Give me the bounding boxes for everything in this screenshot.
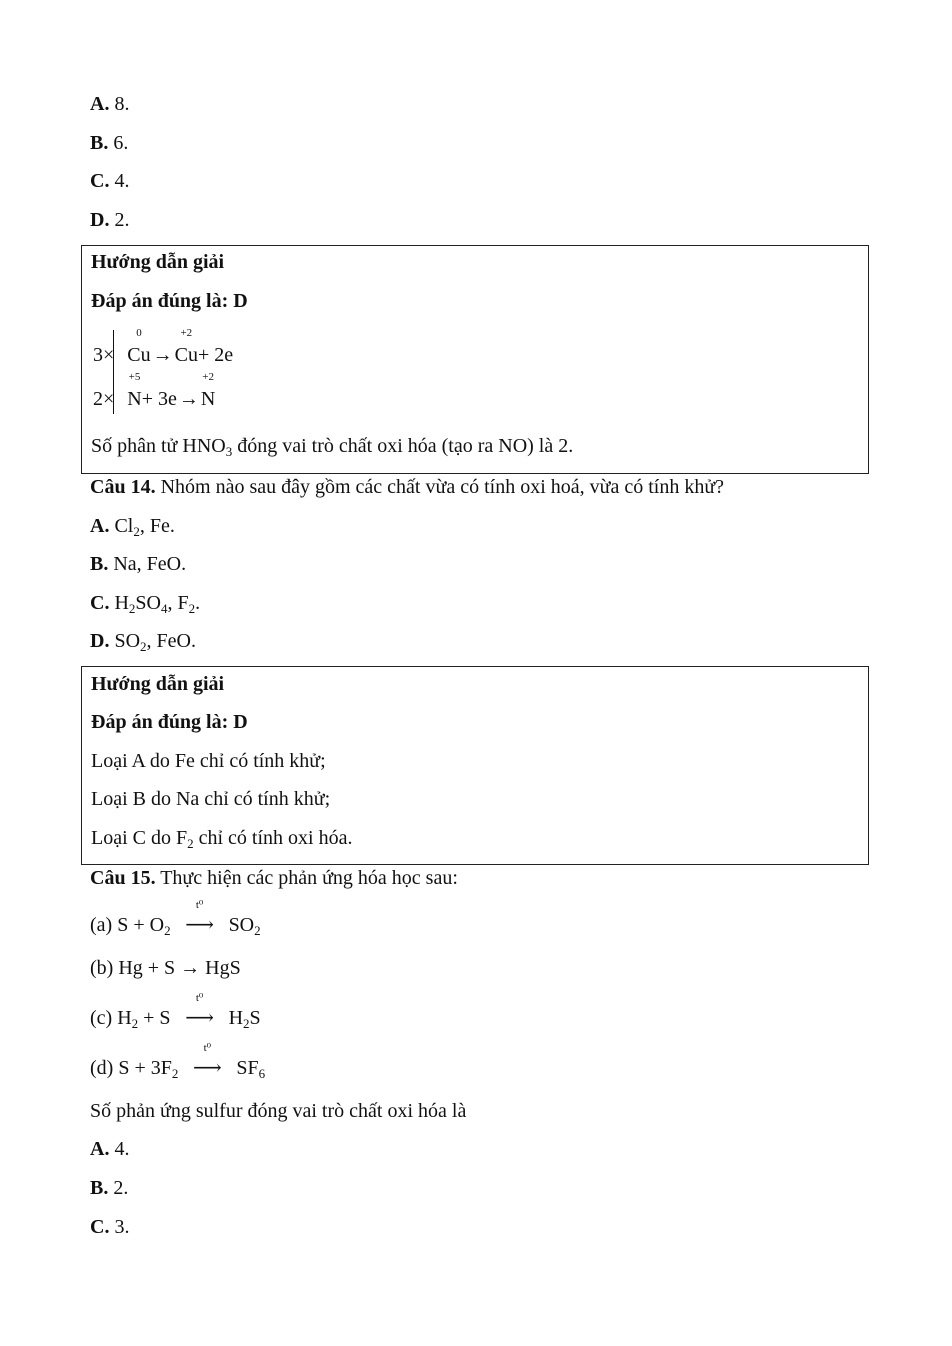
question-15: Câu 15. Thực hiện các phản ứng hóa học sau: bbox=[90, 867, 458, 889]
half-reaction-n: 2× +5 N+ 3e → +2 N bbox=[93, 371, 216, 410]
q15-option-b: B. 2. bbox=[90, 1177, 129, 1199]
q13-option-a: A. 8. bbox=[90, 93, 130, 115]
solution-line-2: Loại B do Na chỉ có tính khử; bbox=[91, 788, 331, 810]
solution-heading: Hướng dẫn giải bbox=[91, 251, 225, 273]
question-14: Câu 14. Nhóm nào sau đây gồm các chất vừa có tính oxi hoá, vừa có tính khử? bbox=[90, 476, 725, 498]
half-reaction-cu: 3× 0 Cu → +2 Cu+ 2e bbox=[93, 327, 234, 366]
reaction-b: (b) Hg + S → HgS bbox=[90, 957, 241, 979]
solution-line-3: Loại C do $F_2$ chỉ có tính oxi hóa. bbox=[91, 827, 353, 851]
q14-option-c: C. $H_2SO_4$, $F_2$. bbox=[90, 592, 201, 616]
solution-answer: Đáp án đúng là: D bbox=[91, 711, 248, 733]
q14-option-b: B. Na, FeO. bbox=[90, 553, 187, 575]
reaction-c: (c) $H_2 + S$ t⁰ ⟶ $H_2S$ bbox=[90, 992, 261, 1031]
reaction-a: (a) $S + O_2$ t⁰ ⟶ $SO_2$ bbox=[90, 899, 261, 938]
solution-heading: Hướng dẫn giải bbox=[91, 673, 225, 695]
q14-option-a: A. $Cl_2$, Fe. bbox=[90, 515, 175, 539]
q13-option-b: B. 6. bbox=[90, 132, 129, 154]
solution-answer: Đáp án đúng là: D bbox=[91, 290, 248, 312]
solution-box-13 bbox=[81, 245, 869, 474]
solution-line-1: Loại A do Fe chỉ có tính khử; bbox=[91, 750, 326, 772]
q15-option-c: C. 3. bbox=[90, 1216, 130, 1238]
q13-option-d: D. 2. bbox=[90, 209, 130, 231]
q15-option-a: A. 4. bbox=[90, 1138, 130, 1160]
solution-conclusion: Số phân tử $HNO_3$ đóng vai trò chất oxi hóa (tạo ra NO) là 2. bbox=[91, 435, 574, 459]
q15-prompt: Số phản ứng sulfur đóng vai trò chất oxi hóa là bbox=[90, 1100, 467, 1122]
solution-box-14 bbox=[81, 666, 869, 865]
q14-option-d: D. $SO_2$, FeO. bbox=[90, 630, 196, 654]
reaction-d: (d) $S + 3F_2$ t⁰ ⟶ $SF_6$ bbox=[90, 1042, 266, 1081]
q13-option-c: C. 4. bbox=[90, 170, 130, 192]
